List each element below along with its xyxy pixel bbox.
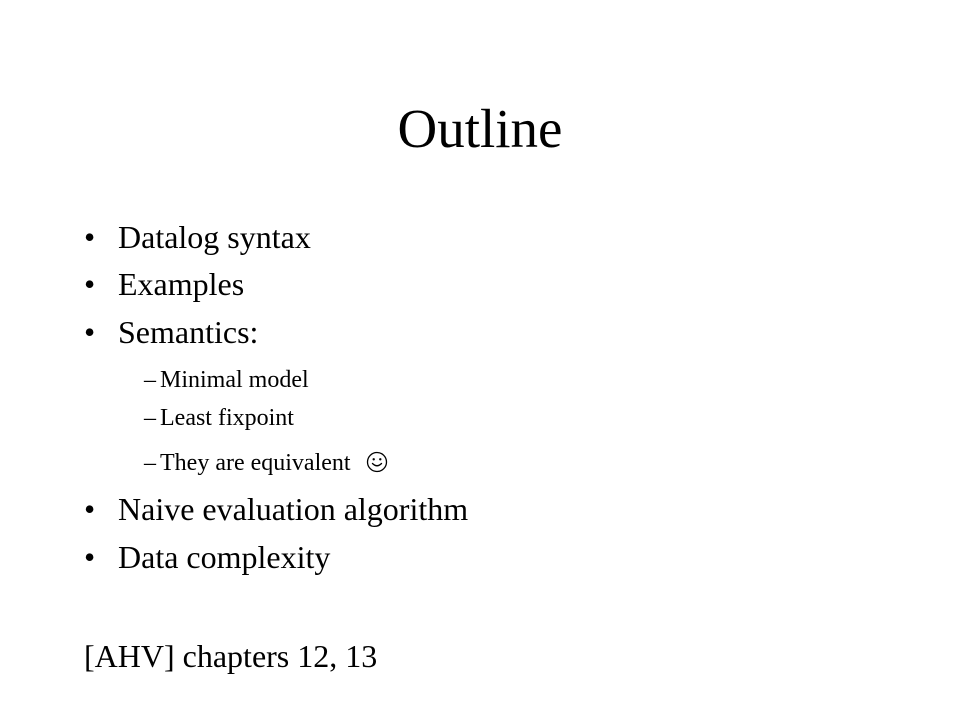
bullet-text: Datalog syntax [118, 219, 311, 255]
sub-bullet-text-with-icon [160, 448, 388, 481]
bullet-text: Data complexity [118, 539, 331, 575]
sub-bullet-text: Least fixpoint [160, 405, 294, 431]
bullet-text: Semantics: [118, 314, 259, 350]
bullet-marker: • [84, 266, 96, 302]
sub-bullet-marker: – [144, 367, 156, 393]
bullet-marker: • [84, 491, 96, 527]
smiley-face-icon [366, 451, 388, 481]
bullet-text: Naive evaluation algorithm [118, 491, 469, 527]
sub-bullet-marker: – [144, 450, 156, 476]
bullet-marker: • [84, 314, 96, 350]
bullet-text: Examples [118, 266, 245, 302]
sub-bullet-text: They are equivalent [160, 450, 351, 476]
bullet-marker: • [84, 539, 96, 575]
slide-title: Outline [397, 98, 563, 159]
bullet-marker: • [84, 219, 96, 255]
sub-bullet-text: Minimal model [160, 367, 309, 393]
reference-citation: [AHV] chapters 12, 13 [84, 638, 378, 674]
sub-bullet-marker: – [144, 405, 156, 431]
